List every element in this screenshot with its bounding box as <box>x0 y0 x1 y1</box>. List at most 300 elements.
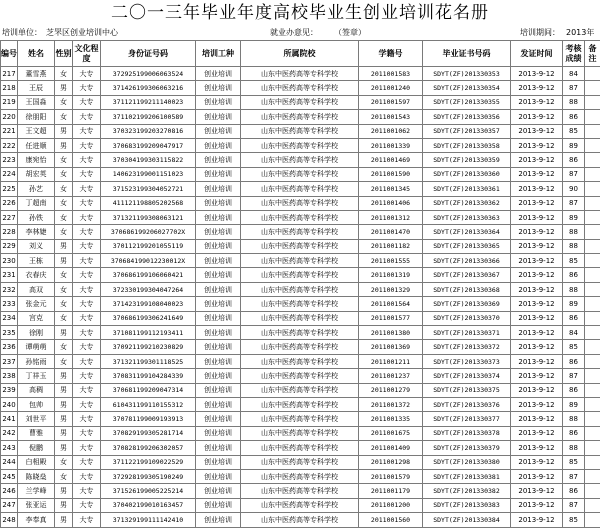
table-row <box>1 441 600 455</box>
table-cell: SDYT(ZF)201330375 <box>423 383 511 397</box>
table-cell: 山东中医药高等专科学校 <box>241 254 359 268</box>
table-cell: 2013-9-12 <box>511 153 563 167</box>
table-cell: 2013-9-12 <box>511 268 563 282</box>
table-cell: 大专 <box>73 95 101 109</box>
table-cell: 371122199109022529 <box>101 455 196 469</box>
table-cell: 2011001200 <box>359 498 423 512</box>
table-cell: 222 <box>1 138 18 152</box>
table-cell: 2013-9-12 <box>511 484 563 498</box>
table-cell <box>585 167 600 181</box>
table-cell: 241 <box>1 412 18 426</box>
table-cell: 创业培训 <box>196 326 241 340</box>
table-cell: SDYT(ZF)201330361 <box>423 182 511 196</box>
table-cell: 2011001339 <box>359 138 423 152</box>
table-cell: 2011001409 <box>359 441 423 455</box>
table-cell <box>585 412 600 426</box>
table-cell: 大专 <box>73 354 101 368</box>
table-cell: 89 <box>563 297 585 311</box>
table-cell: 女 <box>55 95 73 109</box>
table-cell <box>585 354 600 368</box>
table-cell: 224 <box>1 167 18 181</box>
table-cell: SDYT(ZF)201330356 <box>423 110 511 124</box>
table-cell: 山东中医药高等专科学校 <box>241 167 359 181</box>
table-cell: 2011001312 <box>359 210 423 224</box>
table-cell: 创业培训 <box>196 67 241 81</box>
table-cell: SDYT(ZF)201330357 <box>423 124 511 138</box>
table-cell: 大专 <box>73 484 101 498</box>
table-cell <box>585 441 600 455</box>
table-cell: 2013-9-12 <box>511 383 563 397</box>
table-cell: 女 <box>55 340 73 354</box>
table-cell: 男 <box>55 397 73 411</box>
table-row <box>1 225 600 239</box>
table-cell: 88 <box>563 441 585 455</box>
table-cell: 创业培训 <box>196 254 241 268</box>
table-cell: 2013-9-12 <box>511 254 563 268</box>
table-cell: 大专 <box>73 369 101 383</box>
table-cell: 创业培训 <box>196 153 241 167</box>
table-cell: 创业培训 <box>196 110 241 124</box>
table-cell: 2013-9-12 <box>511 124 563 138</box>
table-body <box>1 67 600 528</box>
table-cell: 大专 <box>73 513 101 527</box>
table-cell: 创业培训 <box>196 412 241 426</box>
table-cell: 2011001237 <box>359 369 423 383</box>
table-cell: 大专 <box>73 239 101 253</box>
table-cell: 大专 <box>73 81 101 95</box>
table-cell: 371102199206100589 <box>101 110 196 124</box>
table-cell: 大专 <box>73 469 101 483</box>
table-cell: 创业培训 <box>196 196 241 210</box>
table-cell: 山东中医药高等专科学校 <box>241 441 359 455</box>
table-cell: 山东中医药高等专科学校 <box>241 469 359 483</box>
table-cell: 86 <box>563 110 585 124</box>
table-cell: 白相殿 <box>18 455 55 469</box>
table-cell: 创业培训 <box>196 311 241 325</box>
table-row <box>1 297 600 311</box>
table-cell: 创业培训 <box>196 455 241 469</box>
table-row <box>1 469 600 483</box>
table-cell: 创业培训 <box>196 397 241 411</box>
table-cell: 2011001179 <box>359 484 423 498</box>
table-cell: 大专 <box>73 254 101 268</box>
table-cell: 411121198805202568 <box>101 196 196 210</box>
table-cell: 2011001319 <box>359 268 423 282</box>
table-cell: 88 <box>563 282 585 296</box>
table-cell: 刘世平 <box>18 412 55 426</box>
table-cell: 女 <box>55 354 73 368</box>
table-cell: 山东中医药高等专科学校 <box>241 484 359 498</box>
table-row <box>1 311 600 325</box>
table-cell: 创业培训 <box>196 426 241 440</box>
table-cell: 大专 <box>73 297 101 311</box>
table-cell: 371321199301118525 <box>101 354 196 368</box>
table-cell: 86 <box>563 354 585 368</box>
table-cell: 大专 <box>73 498 101 512</box>
table-cell: 男 <box>55 484 73 498</box>
table-cell: 2013-9-12 <box>511 354 563 368</box>
table-cell: SDYT(ZF)201330358 <box>423 138 511 152</box>
table-cell: 610431199110155312 <box>101 397 196 411</box>
table-cell: 大专 <box>73 153 101 167</box>
table-cell: 女 <box>55 469 73 483</box>
table-cell: 2011001240 <box>359 81 423 95</box>
table-cell: 大专 <box>73 340 101 354</box>
table-cell: 84 <box>563 326 585 340</box>
table-cell: SDYT(ZF)201330368 <box>423 282 511 296</box>
table-cell: 山东中医药高等专科学校 <box>241 182 359 196</box>
table-cell <box>585 153 600 167</box>
table-cell: 86 <box>563 268 585 282</box>
table-cell: 2013-9-12 <box>511 311 563 325</box>
table-cell: 兰学峰 <box>18 484 55 498</box>
table-cell <box>585 268 600 282</box>
table-cell: 2011001560 <box>359 513 423 527</box>
table-cell: SDYT(ZF)201330366 <box>423 254 511 268</box>
table-cell: 371321199308063121 <box>101 210 196 224</box>
table-cell: 248 <box>1 513 18 527</box>
table-cell <box>585 182 600 196</box>
table-cell: 男 <box>55 498 73 512</box>
table-cell: 山东中医药高等专科学校 <box>241 81 359 95</box>
table-cell: 2011001579 <box>359 469 423 483</box>
table-cell: 370829199305281714 <box>101 426 196 440</box>
table-cell: 康宛怡 <box>18 153 55 167</box>
table-cell: 2013-9-12 <box>511 81 563 95</box>
table-row <box>1 167 600 181</box>
table-cell: 大专 <box>73 210 101 224</box>
table-cell: 86 <box>563 426 585 440</box>
table-cell <box>585 469 600 483</box>
table-cell: 370323199203270816 <box>101 124 196 138</box>
table-cell: SDYT(ZF)201330353 <box>423 67 511 81</box>
table-cell: 大专 <box>73 455 101 469</box>
table-cell <box>585 340 600 354</box>
header-cell: 毕业证书号码 <box>423 41 511 67</box>
table-cell: 370781199009193913 <box>101 412 196 426</box>
table-row <box>1 268 600 282</box>
table-cell: 王国淼 <box>18 95 55 109</box>
table-cell: 219 <box>1 95 18 109</box>
table-cell: 山东中医药高等专科学校 <box>241 138 359 152</box>
table-row <box>1 138 600 152</box>
employment-label: 就业办意见： <box>270 26 318 40</box>
table-cell: 2011001369 <box>359 340 423 354</box>
header-cell: 文化程度 <box>73 41 101 67</box>
table-cell <box>585 282 600 296</box>
table-cell: 2011001329 <box>359 282 423 296</box>
table-cell: 任进顺 <box>18 138 55 152</box>
table-cell: 2011001590 <box>359 167 423 181</box>
table-cell: 88 <box>563 239 585 253</box>
table-cell: 男 <box>55 441 73 455</box>
table-cell: 女 <box>55 297 73 311</box>
table-cell: 2011001182 <box>359 239 423 253</box>
table-cell: 男 <box>55 326 73 340</box>
table-cell: 山东中医药高等专科学校 <box>241 95 359 109</box>
table-cell: 山东中医药高等专科学校 <box>241 268 359 282</box>
table-cell <box>585 513 600 527</box>
table-cell: 2011001675 <box>359 426 423 440</box>
table-cell: 242 <box>1 426 18 440</box>
table-cell: SDYT(ZF)201330363 <box>423 210 511 224</box>
table-cell: 大专 <box>73 182 101 196</box>
period-value: 2013年 <box>566 26 594 40</box>
header-cell: 身份证号码 <box>101 41 196 67</box>
table-cell: 刘义 <box>18 239 55 253</box>
header-cell: 发证时间 <box>511 41 563 67</box>
table-cell <box>585 426 600 440</box>
table-cell: SDYT(ZF)201330381 <box>423 469 511 483</box>
table-cell: 张亚运 <box>18 498 55 512</box>
header-cell: 学籍号 <box>359 41 423 67</box>
table-cell <box>585 81 600 95</box>
table-cell: SDYT(ZF)201330383 <box>423 498 511 512</box>
table-cell: 370828199206302057 <box>101 441 196 455</box>
table-cell: 男 <box>55 81 73 95</box>
table-cell: 大专 <box>73 426 101 440</box>
table-cell: 2011001372 <box>359 397 423 411</box>
table-cell: 370684199012230012X <box>101 254 196 268</box>
table-row <box>1 110 600 124</box>
table-cell: 2013-9-12 <box>511 282 563 296</box>
table-row <box>1 124 600 138</box>
table-cell: 大专 <box>73 311 101 325</box>
header-cell: 编号 <box>1 41 18 67</box>
table-cell: SDYT(ZF)201330359 <box>423 153 511 167</box>
table-cell <box>585 455 600 469</box>
table-cell: 男 <box>55 138 73 152</box>
unit-label: 培训单位： <box>2 26 42 40</box>
employment-value: （签章） <box>334 26 366 40</box>
table-cell: 大专 <box>73 110 101 124</box>
table-cell: 2013-9-12 <box>511 397 563 411</box>
table-cell: 女 <box>55 153 73 167</box>
table-cell: 370402199010163457 <box>101 498 196 512</box>
table-cell: 山东中医药高等专科学校 <box>241 369 359 383</box>
table-row <box>1 498 600 512</box>
table-cell: 87 <box>563 167 585 181</box>
table-cell <box>585 95 600 109</box>
table-cell <box>585 369 600 383</box>
table-cell: 2011001470 <box>359 225 423 239</box>
table-cell: 2011001298 <box>359 455 423 469</box>
table-cell <box>585 110 600 124</box>
table-cell: 86 <box>563 484 585 498</box>
table-cell: 371426199306063216 <box>101 81 196 95</box>
table-row <box>1 369 600 383</box>
table-cell: 山东中医药高等专科学校 <box>241 153 359 167</box>
table-cell: 徐朋阳 <box>18 110 55 124</box>
table-cell: 228 <box>1 225 18 239</box>
table-cell: 2013-9-12 <box>511 513 563 527</box>
table-cell: 创业培训 <box>196 354 241 368</box>
table-cell: SDYT(ZF)201330384 <box>423 513 511 527</box>
table-cell: 孙艺 <box>18 182 55 196</box>
table-cell: SDYT(ZF)201330364 <box>423 225 511 239</box>
table-cell: 86 <box>563 153 585 167</box>
table-cell: 226 <box>1 196 18 210</box>
table-cell: 2011001577 <box>359 311 423 325</box>
table-cell <box>585 239 600 253</box>
table-cell: SDYT(ZF)201330354 <box>423 81 511 95</box>
table-cell: 2013-9-12 <box>511 297 563 311</box>
table-cell <box>585 67 600 81</box>
table-cell: 山东中医药高等专科学校 <box>241 412 359 426</box>
table-cell: 2013-9-12 <box>511 239 563 253</box>
table-row <box>1 239 600 253</box>
table-cell: 225 <box>1 182 18 196</box>
table-cell: 创业培训 <box>196 297 241 311</box>
table-cell: 2013-9-12 <box>511 225 563 239</box>
table-cell: 大专 <box>73 412 101 426</box>
table-row <box>1 153 600 167</box>
table-cell: 2011001279 <box>359 383 423 397</box>
meta-row <box>0 26 600 40</box>
table-cell: SDYT(ZF)201330372 <box>423 340 511 354</box>
table-cell: 2013-9-12 <box>511 426 563 440</box>
table-cell: SDYT(ZF)201330355 <box>423 95 511 109</box>
header-cell: 培训工种 <box>196 41 241 67</box>
table-cell: 2011001335 <box>359 412 423 426</box>
table-row <box>1 67 600 81</box>
table-cell: 创业培训 <box>196 340 241 354</box>
table-cell: 创业培训 <box>196 138 241 152</box>
table-cell: 大专 <box>73 282 101 296</box>
table-cell: 372928199305190249 <box>101 469 196 483</box>
table-cell: 大专 <box>73 397 101 411</box>
table-cell: 女 <box>55 225 73 239</box>
table-cell: 245 <box>1 469 18 483</box>
table-cell: 370681199209047314 <box>101 383 196 397</box>
table-cell: 男 <box>55 513 73 527</box>
table-cell: 山东中医药高等专科学校 <box>241 340 359 354</box>
header-cell: 所属院校 <box>241 41 359 67</box>
table-cell: 大专 <box>73 138 101 152</box>
table-cell <box>585 225 600 239</box>
table-cell: 238 <box>1 369 18 383</box>
table-cell: 2011001211 <box>359 354 423 368</box>
table-cell: 2013-9-12 <box>511 498 563 512</box>
table-cell: 山东中医药高等专科学校 <box>241 124 359 138</box>
table-cell: 山东中医药高等专科学校 <box>241 383 359 397</box>
table-cell: 237 <box>1 354 18 368</box>
table-row <box>1 210 600 224</box>
table-row <box>1 397 600 411</box>
table-cell: 370686199106060421 <box>101 268 196 282</box>
table-cell: 236 <box>1 340 18 354</box>
table-row <box>1 254 600 268</box>
table-cell: 247 <box>1 498 18 512</box>
table-cell: 229 <box>1 239 18 253</box>
table-cell: 徐刚 <box>18 326 55 340</box>
table-cell: 大专 <box>73 441 101 455</box>
table-cell: 山东中医药高等专科学校 <box>241 210 359 224</box>
table-cell: 王栋 <box>18 254 55 268</box>
table-cell: 丁超南 <box>18 196 55 210</box>
table-row <box>1 282 600 296</box>
table-cell <box>585 297 600 311</box>
table-cell: 谭萌萌 <box>18 340 55 354</box>
table-cell: 370304199303115822 <box>101 153 196 167</box>
table-row <box>1 383 600 397</box>
table-cell: 山东中医药高等专科学校 <box>241 354 359 368</box>
table-row <box>1 196 600 210</box>
table-cell: 2013-9-12 <box>511 412 563 426</box>
table-cell: 87 <box>563 81 585 95</box>
table-cell: 2011001469 <box>359 153 423 167</box>
table-cell: 张金元 <box>18 297 55 311</box>
table-cell: 2013-9-12 <box>511 210 563 224</box>
table-row <box>1 81 600 95</box>
table-cell: 2013-9-12 <box>511 326 563 340</box>
table-cell <box>585 311 600 325</box>
table-cell: 2013-9-12 <box>511 455 563 469</box>
table-cell: 男 <box>55 383 73 397</box>
table-cell: 243 <box>1 441 18 455</box>
table-cell: 370921199210230829 <box>101 340 196 354</box>
table-cell: 孙铭雨 <box>18 354 55 368</box>
table-cell: 2013-9-12 <box>511 110 563 124</box>
table-cell: 宫克 <box>18 311 55 325</box>
table-cell: 2011001583 <box>359 67 423 81</box>
table-cell: 孙铁 <box>18 210 55 224</box>
table-cell: 高双 <box>18 282 55 296</box>
table-cell: 221 <box>1 124 18 138</box>
period-label: 培训期间： <box>520 26 560 40</box>
table-cell: SDYT(ZF)201330370 <box>423 311 511 325</box>
table-cell: SDYT(ZF)201330382 <box>423 484 511 498</box>
header-row <box>1 41 600 67</box>
table-cell <box>585 397 600 411</box>
table-cell: 创业培训 <box>196 210 241 224</box>
table-cell: 85 <box>563 254 585 268</box>
table-cell: 山东中医药高等专科学校 <box>241 513 359 527</box>
table-cell: 大专 <box>73 67 101 81</box>
table-cell: 2013-9-12 <box>511 441 563 455</box>
table-cell: 高稠 <box>18 383 55 397</box>
table-cell: 371121199211140023 <box>101 95 196 109</box>
document-title: 二〇一三年毕业年度高校毕业生创业培训花名册 <box>0 0 600 26</box>
table-cell: 女 <box>55 196 73 210</box>
table-cell: 山东中医药高等专科学校 <box>241 455 359 469</box>
header-cell: 备注 <box>585 41 600 67</box>
table-cell: SDYT(ZF)201330367 <box>423 268 511 282</box>
table-cell: 男 <box>55 239 73 253</box>
table-cell: 2011001062 <box>359 124 423 138</box>
table-cell: 男 <box>55 369 73 383</box>
table-cell: 87 <box>563 498 585 512</box>
header-cell: 姓名 <box>18 41 55 67</box>
table-cell <box>585 326 600 340</box>
table-row <box>1 412 600 426</box>
table-cell: 山东中医药高等专科学校 <box>241 282 359 296</box>
table-cell: 大专 <box>73 383 101 397</box>
table-cell: 87 <box>563 469 585 483</box>
table-cell: SDYT(ZF)201330362 <box>423 196 511 210</box>
table-cell: 王辰 <box>18 81 55 95</box>
table-cell: SDYT(ZF)201330369 <box>423 297 511 311</box>
table-cell: 234 <box>1 311 18 325</box>
table-cell: 371526199005225214 <box>101 484 196 498</box>
header-cell: 性别 <box>55 41 73 67</box>
table-cell: 89 <box>563 138 585 152</box>
table-cell: 84 <box>563 67 585 81</box>
table-cell: 女 <box>55 67 73 81</box>
table-cell: SDYT(ZF)201330378 <box>423 426 511 440</box>
table-cell: 丁祥玉 <box>18 369 55 383</box>
table-cell: 89 <box>563 210 585 224</box>
